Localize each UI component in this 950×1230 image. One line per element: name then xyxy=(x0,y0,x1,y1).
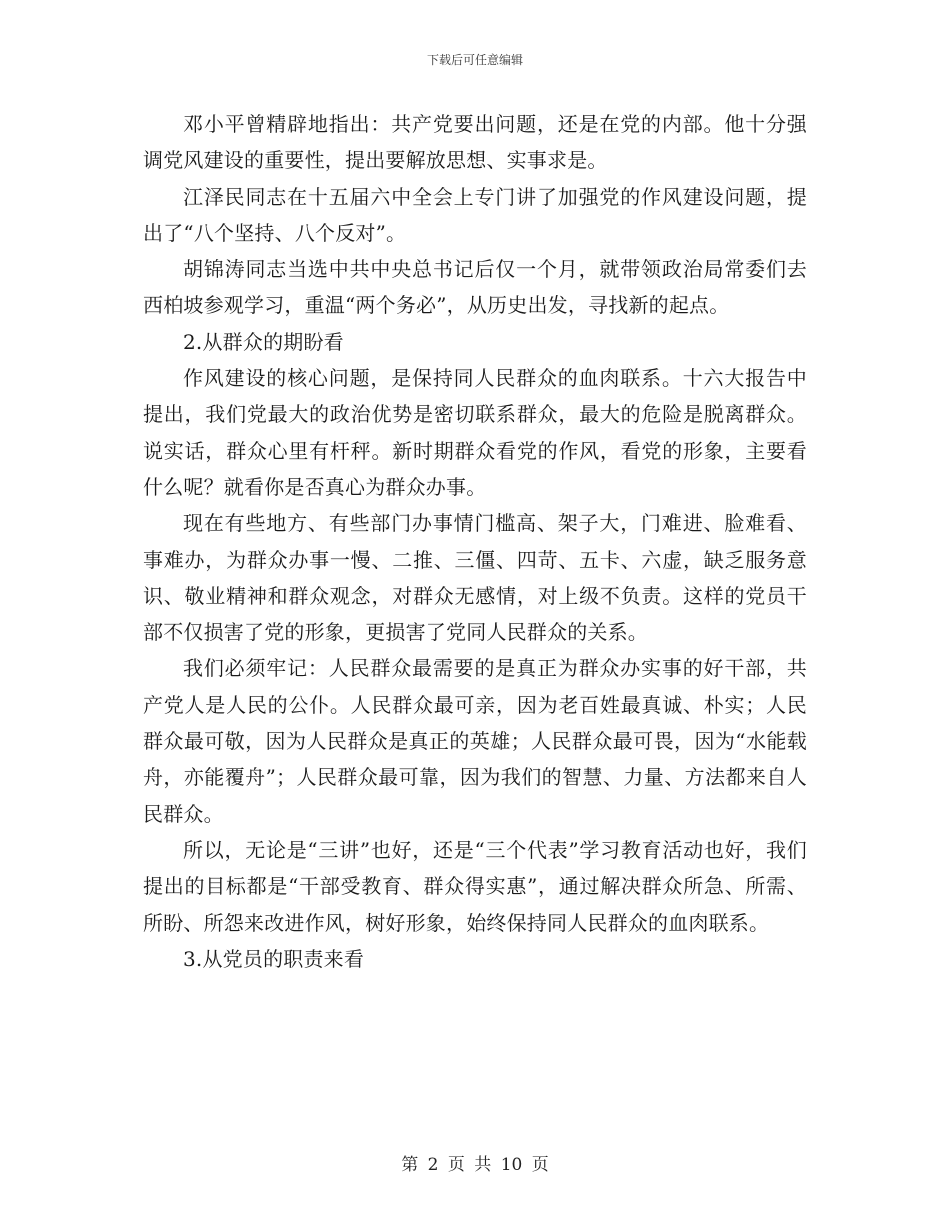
paragraph-deng-xiaoping: 邓小平曾精辟地指出：共产党要出问题，还是在党的内部。他十分强调党风建设的重要性，提出要解放思想、实事求是。 xyxy=(143,112,807,173)
paragraph-hu-jintao: 胡锦涛同志当选中共中央总书记后仅一个月，就带领政治局常委们去西柏坡参观学习，重温“两个务必”，从历史出发，寻找新的起点。 xyxy=(143,257,807,318)
paragraph-must-remember: 我们必须牢记：人民群众最需要的是真正为群众办实事的好干部，共产党人是人民的公仆。人民群众最可亲，因为老百姓最真诚、朴实；人民群众最可敬，因为人民群众是真正的英雄；人民群众最可畏，因为“水能载舟，亦能覆舟”；人民群众最可靠，因为我们的智慧、力量、方法都来自人民群众。 xyxy=(143,656,807,826)
paragraph-jiang-zemin: 江泽民同志在十五届六中全会上专门讲了加强党的作风建设问题，提出了“八个坚持、八个反对”。 xyxy=(143,184,807,245)
page-number: 第 2 页 共 10 页 xyxy=(401,1155,549,1175)
paragraph-problems: 现在有些地方、有些部门办事情门槛高、架子大，门难进、脸难看、事难办，为群众办事一慢、二推、三僵、四苛、五卡、六虚，缺乏服务意识、敬业精神和群众观念，对群众无感情，对上级不负责。这样的党员干部不仅损害了党的形象，更损害了党同人民群众的关系。 xyxy=(143,511,807,645)
paragraph-core-issue: 作风建设的核心问题，是保持同人民群众的血肉联系。十六大报告中提出，我们党最大的政治优势是密切联系群众，最大的危险是脱离群众。说实话，群众心里有杆秤。新时期群众看党的作风，看党的形象，主要看什么呢？就看你是否真心为群众办事。 xyxy=(143,366,807,499)
document-body xyxy=(143,106,807,977)
paragraph-therefore: 所以，无论是“三讲”也好，还是“三个代表”学习教育活动也好，我们提出的目标都是“干部受教育、群众得实惠”，通过解决群众所急、所需、所盼、所怨来改进作风，树好形象，始终保持同人民群众的血肉联系。 xyxy=(143,837,807,935)
section-heading-2: 2.从群众的期盼看 xyxy=(183,329,344,354)
page-header: 下载后可任意编辑 xyxy=(426,53,523,67)
section-heading-3: 3.从党员的职责来看 xyxy=(183,946,365,971)
